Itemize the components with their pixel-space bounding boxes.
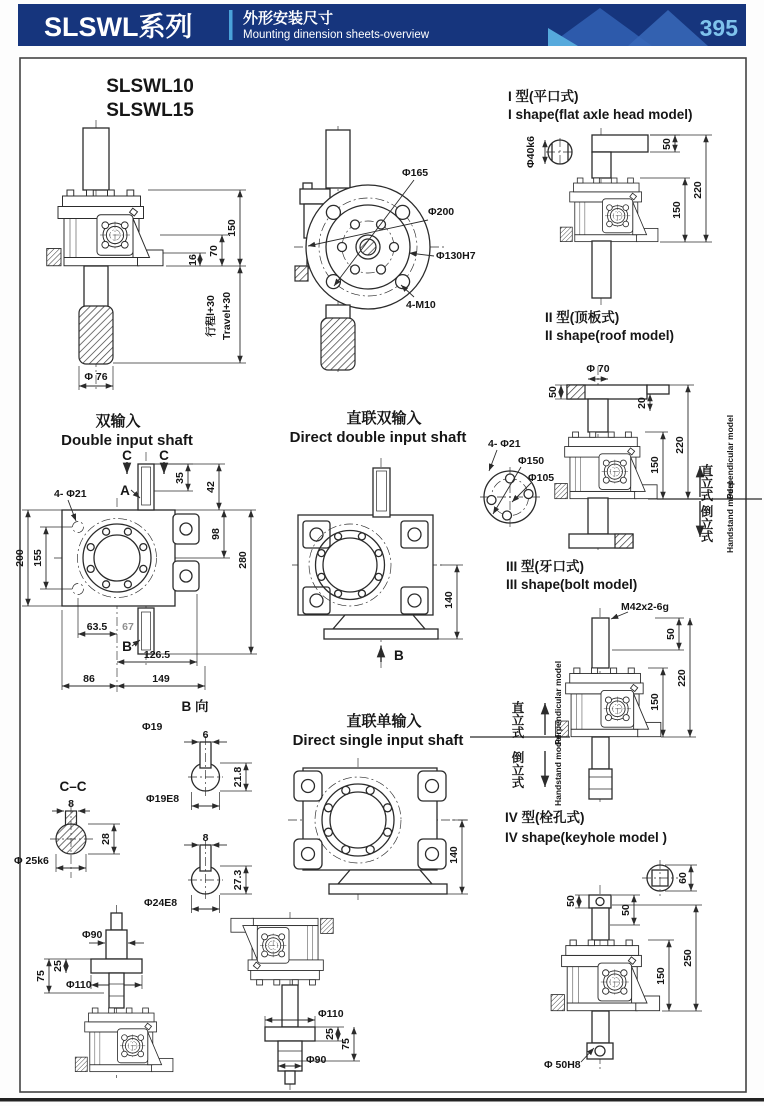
dim-220: 220 [692,181,704,199]
dim-phi105: Φ105 [528,472,555,484]
dim-75: 75 [35,970,47,982]
double-input-title-en: Double input shaft [61,432,193,449]
dim-phi50h8: Φ 50H8 [544,1059,581,1071]
model-title-1: SLSWL10 [106,76,194,97]
dim-70: 70 [208,245,220,257]
dim-280: 280 [237,551,249,569]
bottom-rule [0,1098,764,1102]
dim-200: 200 [14,549,26,567]
dim-150: 150 [226,219,238,237]
direct-single-title-en: Direct single input shaft [292,732,464,749]
dim-phi165: Φ165 [402,167,429,179]
dim-140: 140 [448,846,460,864]
dim-phi90: Φ90 [306,1054,327,1066]
orientation-down-en: Handstand model [725,481,735,553]
dim-75: 75 [340,1038,352,1050]
dim-4phi21: 4- Φ21 [54,488,87,500]
dim-8: 8 [68,798,74,810]
dim-28: 28 [100,833,112,845]
dim-220: 220 [676,669,688,687]
dim-thread: M42x2-6g [621,601,669,613]
shape1-title-cn: I 型(平口式) [508,89,579,104]
dim-35: 35 [174,472,186,484]
section-c-right: C [159,448,169,463]
dim-phi24e8: Φ24E8 [144,897,178,909]
dim-150: 150 [671,201,683,219]
shape2-title-cn: II 型(顶板式) [545,310,620,325]
model-title-2: SLSWL15 [106,100,194,121]
dim-155: 155 [32,549,44,567]
orientation-down-en: Handstand model [553,734,563,806]
dim-126-5: 126.5 [143,649,171,661]
dim-8: 8 [202,832,209,844]
orientation-up-cn: 直立式 [510,701,524,739]
dim-6: 6 [202,729,209,741]
dim-21-8: 21.8 [232,766,244,788]
dim-16: 16 [187,254,199,266]
dim-20: 20 [636,397,648,409]
section-c-left: C [122,448,132,463]
dim-4phi21: 4- Φ21 [488,438,521,450]
dim-60: 60 [677,872,689,884]
dim-50: 50 [661,138,673,150]
dim-50a: 50 [565,895,577,907]
shape3-title-cn: III 型(牙口式) [506,559,584,574]
b-view-title: B 向 [181,699,209,714]
orientation-down-cn: 倒立式 [510,751,524,789]
dim-86: 86 [83,673,95,685]
dim-250: 250 [682,949,694,967]
dim-50: 50 [547,386,559,398]
dim-phi19: Φ19 [142,721,163,733]
dim-98: 98 [210,528,222,540]
shape4-title-en: IV shape(keyhole model ) [505,830,668,845]
dim-150: 150 [649,693,661,711]
dim-phi110: Φ110 [318,1008,344,1020]
orientation-up-en: Perpendicular model [725,414,735,499]
dim-phi150: Φ150 [518,455,545,467]
dim-25: 25 [52,960,64,972]
dim-27-3: 27.3 [232,869,244,891]
orientation-down-cn: 倒立式 [699,505,713,543]
label-b: B [122,639,132,654]
dim-149: 149 [152,673,170,685]
dim-phi70: Φ 70 [586,363,610,375]
page-number: 395 [699,15,738,41]
shape2-title-en: II shape(roof model) [545,328,675,343]
shape1-title-en: I shape(flat axle head model) [508,107,693,122]
orientation-up-cn: 直立式 [699,464,713,502]
dim-phi110: Φ110 [66,979,92,991]
label-b: B [394,648,404,663]
dim-phi19e8: Φ19E8 [146,793,180,805]
dim-phi76: Φ 76 [84,371,108,383]
dim-travel-en: Travel+30 [221,291,233,341]
direct-double-title-en: Direct double input shaft [289,429,467,446]
dim-140: 140 [443,591,455,609]
cc-title: C–C [59,779,87,794]
dim-4m10: 4-M10 [406,299,436,311]
label-a: A [120,483,130,498]
double-input-title-cn: 双输入 [95,413,141,430]
header-divider [229,10,233,40]
direct-single-title-cn: 直联单输入 [346,713,422,730]
dim-150: 150 [655,967,667,985]
series-title: SLSWL系列 [44,12,193,42]
shape3-title-en: III shape(bolt model) [506,577,638,592]
dim-phi40k6: Φ40k6 [525,136,537,168]
dim-phi130h7: Φ130H7 [436,250,476,262]
shape4-title-cn: IV 型(栓孔式) [505,810,585,825]
orientation-up-en: Perpendicular model [553,660,563,745]
header-subtitle-cn: 外形安装尺寸 [243,10,334,27]
dim-67: 67 [122,621,134,633]
dim-220: 220 [674,436,686,454]
dim-phi200: Φ200 [428,206,455,218]
dim-phi25k6: Φ 25k6 [14,855,49,867]
dim-50b: 50 [620,904,632,916]
dim-25: 25 [324,1028,336,1040]
dim-phi90: Φ90 [82,929,103,941]
header-subtitle-en: Mounting dinension sheets-overview [243,29,430,41]
direct-double-title-cn: 直联双输入 [346,410,422,427]
dim-63-5: 63.5 [86,621,108,633]
dim-50: 50 [665,628,677,640]
dim-travel-cn: 行程l+30 [205,295,217,337]
dim-42: 42 [205,481,217,493]
page-header [18,4,746,46]
dim-150: 150 [649,456,661,474]
